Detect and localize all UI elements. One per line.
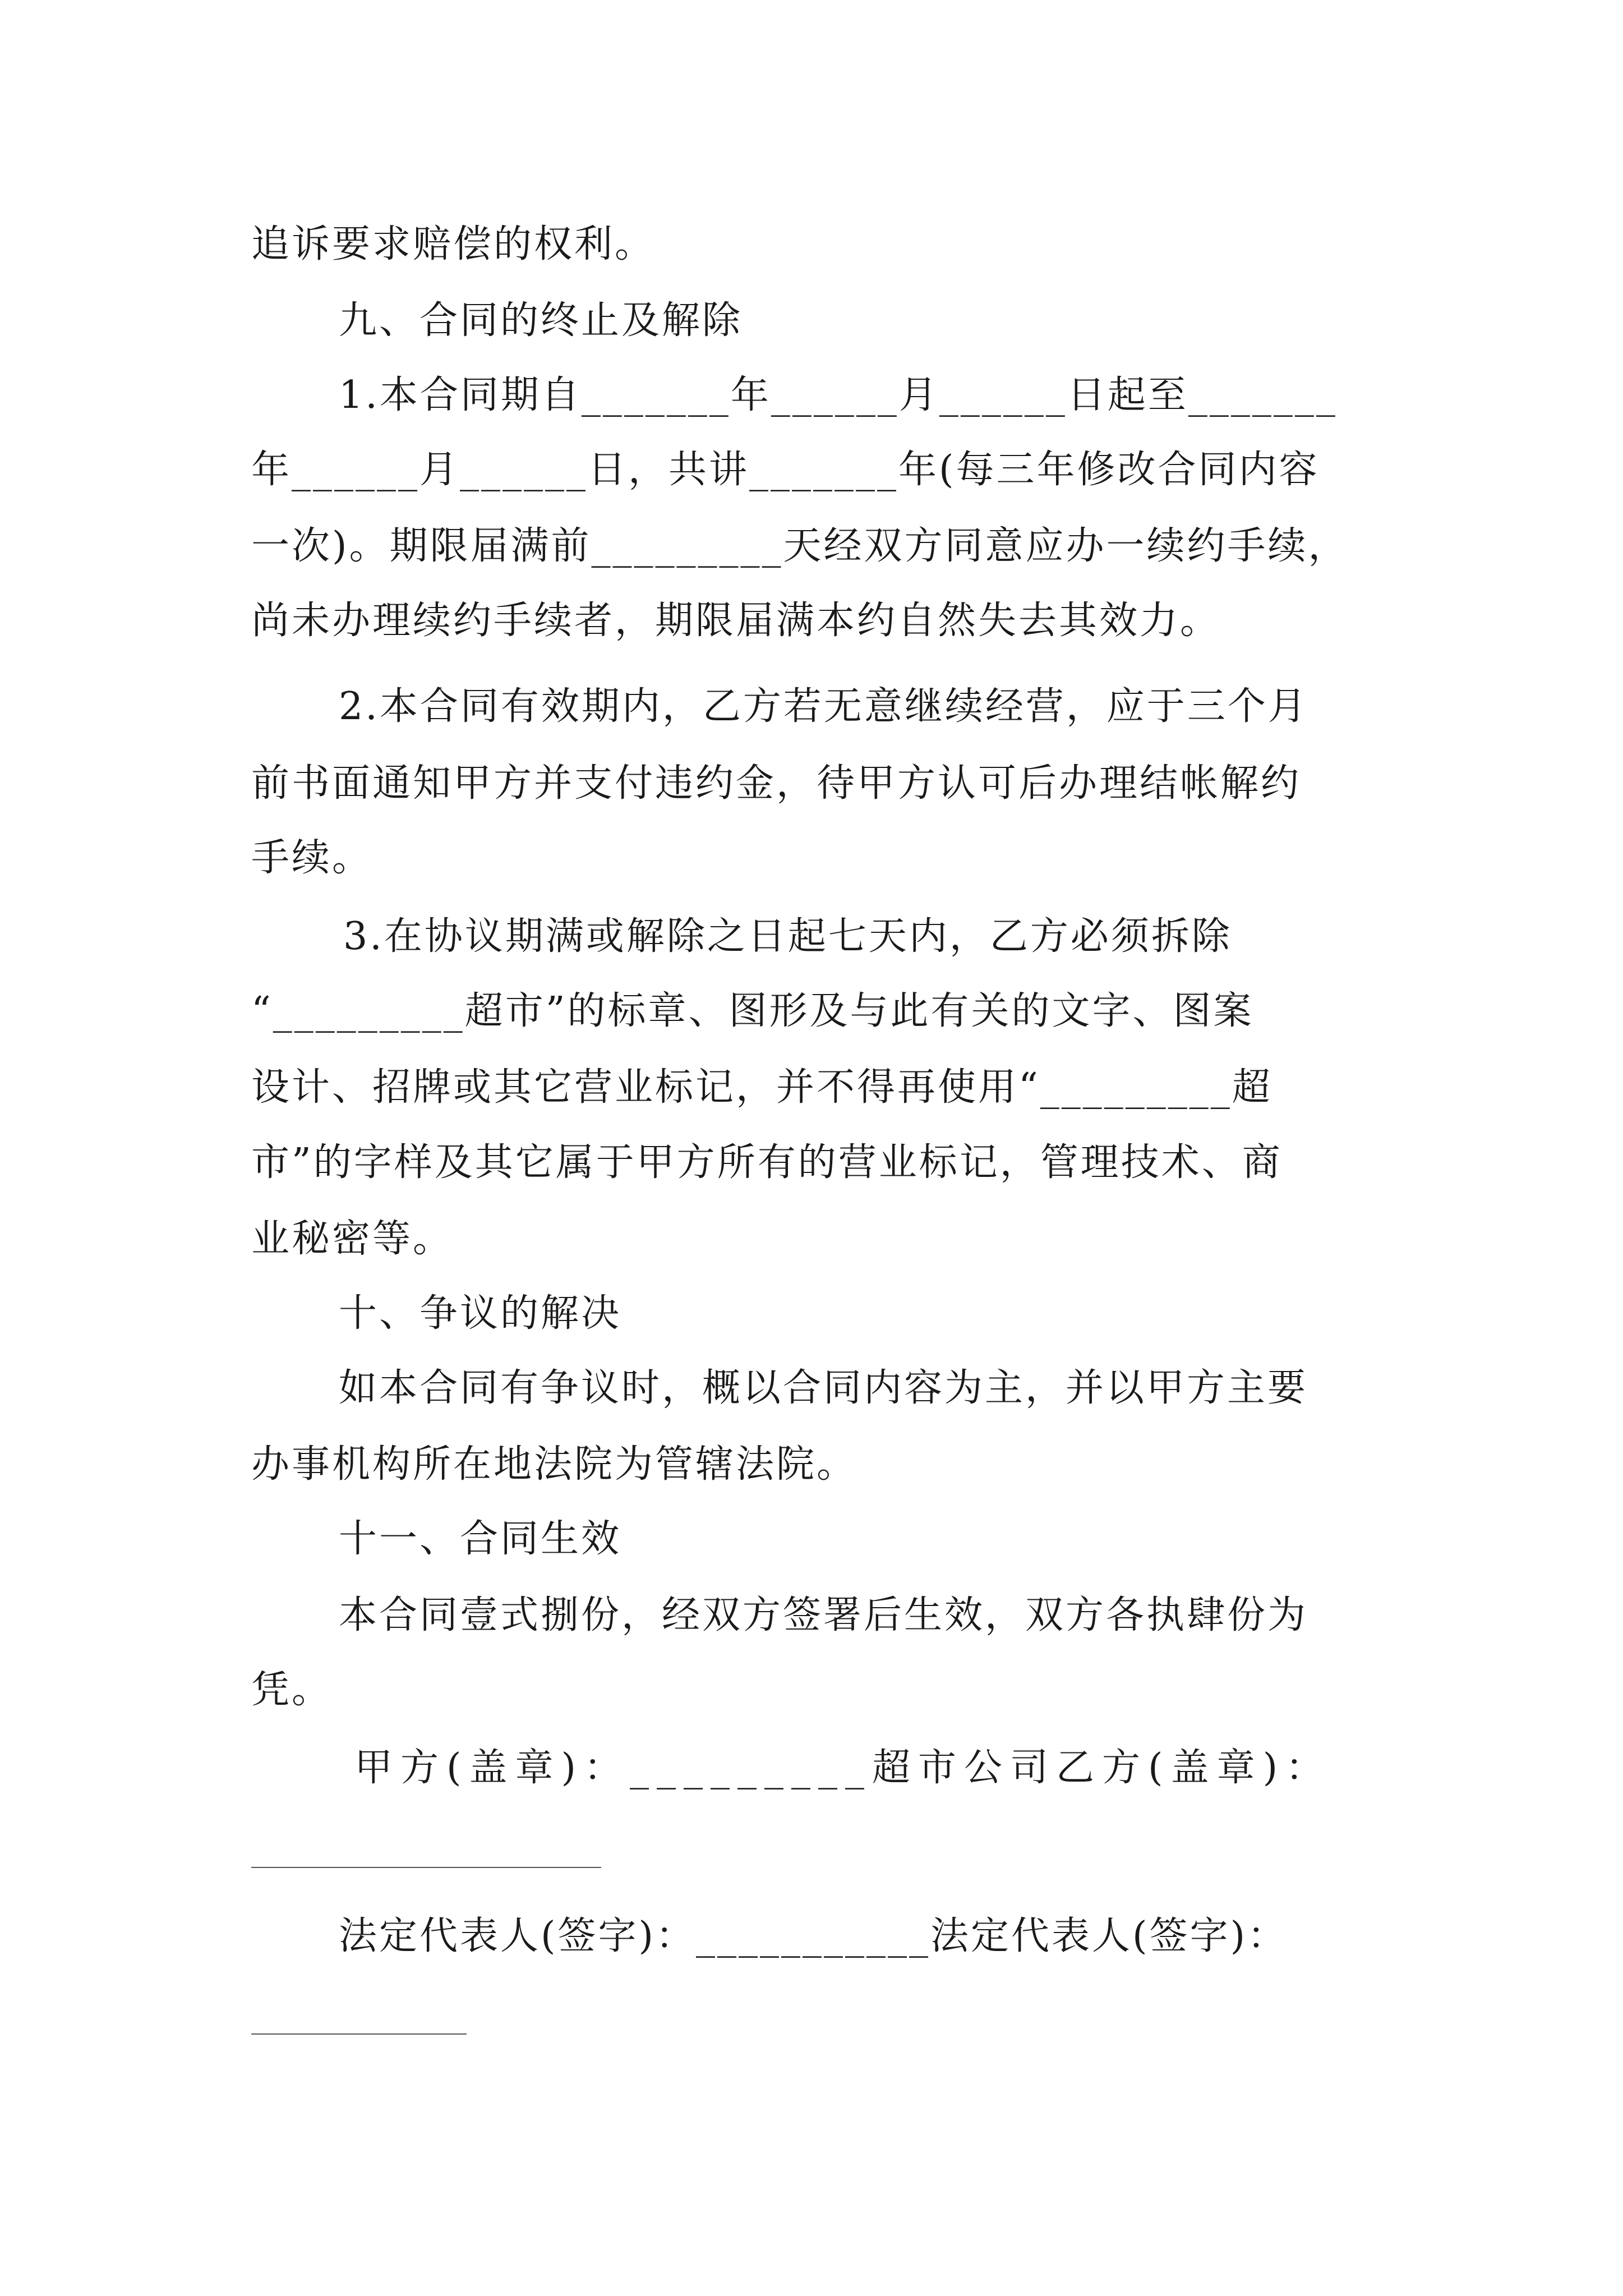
paragraph-line: 年______月______日，共讲_______年(每三年修改合同内容 — [251, 448, 1320, 492]
paragraph-line: 前书面通知甲方并支付违约金，待甲方认可后办理结帐解约 — [251, 761, 1302, 806]
paragraph-line: 一次)。期限届满前_________天经双方同意应办一续约手续， — [251, 524, 1349, 568]
signature-line-party-a: 甲方(盖章)：_________超市公司乙方(盖章)： — [354, 1746, 1332, 1790]
paragraph-line: 3.在协议期满或解除之日起七天内，乙方必须拆除 — [343, 914, 1232, 959]
paragraph-line: 本合同壹式捌份，经双方签署后生效，双方各执肆份为 — [339, 1593, 1308, 1637]
paragraph-line: “_________超市”的标章、图形及与此有关的文字、图案 — [251, 989, 1254, 1033]
paragraph-line: 办事机构所在地法院为管辖法院。 — [251, 1442, 857, 1487]
signature-blank-line — [251, 2033, 467, 2035]
paragraph-line: 1.本合同期自_______年______月______日起至_______ — [339, 373, 1338, 417]
paragraph-line: 如本合同有争议时，概以合同内容为主，并以甲方主要 — [339, 1366, 1308, 1410]
section-heading: 九、合同的终止及解除 — [339, 298, 743, 343]
signature-line-representative: 法定代表人(签字)：___________法定代表人(签字)： — [339, 1914, 1288, 1958]
paragraph-line: 追诉要求赔偿的权利。 — [251, 222, 656, 266]
paragraph-line: 尚未办理续约手续者，期限届满本约自然失去其效力。 — [251, 599, 1221, 643]
signature-blank-line — [251, 1867, 601, 1868]
paragraph-line: 业秘密等。 — [251, 1217, 454, 1261]
paragraph-line: 设计、招牌或其它营业标记，并不得再使用“_________超 — [251, 1065, 1272, 1110]
paragraph-line: 凭。 — [251, 1668, 333, 1712]
paragraph-line: 手续。 — [251, 836, 373, 880]
paragraph-line: 2.本合同有效期内，乙方若无意继续经营，应于三个月 — [339, 684, 1308, 729]
paragraph-line: 市”的字样及其它属于甲方所有的营业标记，管理技术、商 — [251, 1140, 1283, 1185]
section-heading: 十、争议的解决 — [339, 1291, 622, 1336]
section-heading: 十一、合同生效 — [339, 1517, 622, 1561]
